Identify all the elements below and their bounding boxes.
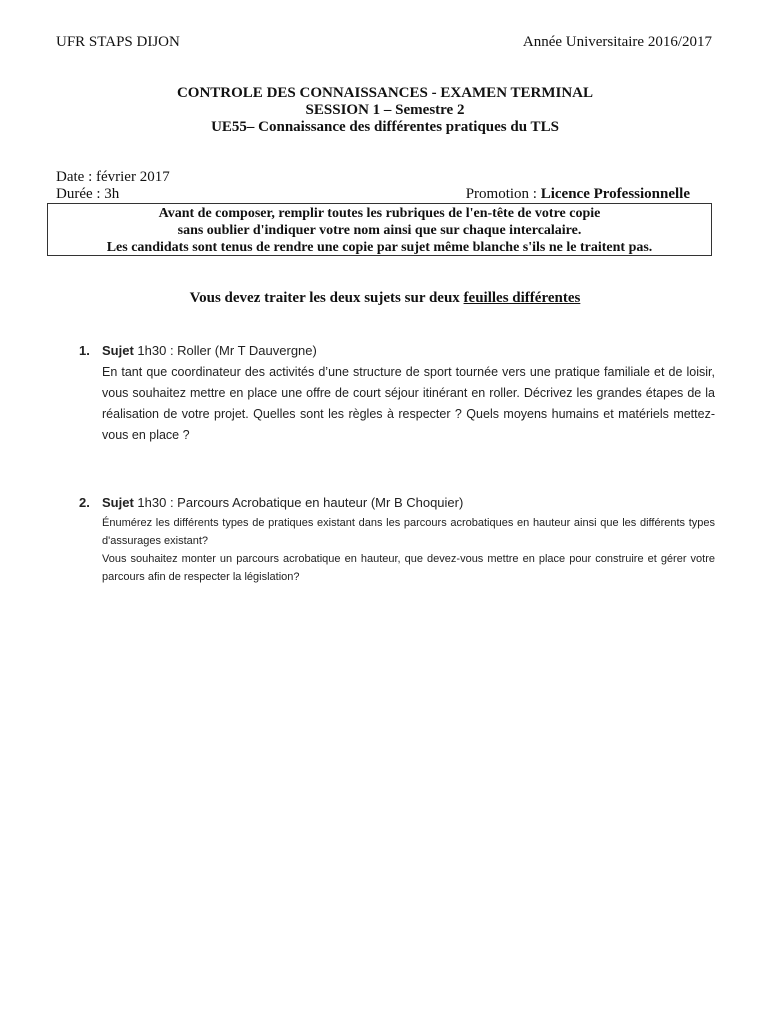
- sujet-heading: [102, 495, 463, 510]
- sujet-body: [102, 514, 715, 586]
- sujet-number: 1.: [79, 343, 90, 358]
- exam-promotion: [466, 186, 690, 203]
- exam-title: CONTROLE DES CONNAISSANCES - EXAMEN TERMINAL: [176, 85, 594, 101]
- header-institution: UFR STAPS DIJON: [56, 34, 180, 50]
- sujet-title: 1h30 : Roller (Mr T Dauvergne): [133, 343, 317, 358]
- sujet-number: 2.: [79, 495, 90, 510]
- sujet-paragraph: Énumérez les différents types de pratiques existant dans les parcours acrobatiques en hauteur ainsi que les différents types d'assurages existant?: [102, 517, 715, 547]
- exam-session: SESSION 1 – Semestre 2: [305, 102, 465, 118]
- sujet-label: Sujet: [102, 495, 134, 510]
- promotion-label: Promotion :: [465, 186, 541, 202]
- notice-box: [47, 203, 712, 256]
- notice-line: Les candidats sont tenus de rendre une copie par sujet même blanche s'ils ne le traitent pas.: [106, 240, 653, 255]
- sujet-paragraph: Vous souhaitez monter un parcours acrobatique en hauteur, que devez-vous mettre en place pour construire et gérer votre parcours afin de respecter la législation?: [102, 553, 715, 583]
- sujet-label: Sujet: [102, 343, 134, 358]
- exam-title-block: [0, 85, 770, 136]
- header-academic-year: Année Universitaire 2016/2017: [522, 34, 712, 50]
- sujet-paragraph: En tant que coordinateur des activités d’une structure de sport tournée vers une pratique familiale et de loisir, vous souhaitez mettre en place une offre de court séjour itinérant en roller. Décrivez les grandes étapes de la réalisation de votre projet. Quelles sont les règles à respecter ? Quels moyens humains et matériels mettez-vous en place ?: [102, 365, 715, 442]
- exam-duration: Durée : 3h: [56, 186, 120, 202]
- exam-date: Date : février 2017: [56, 169, 170, 185]
- exam-course-unit: UE55– Connaissance des différentes pratiques du TLS: [211, 119, 559, 135]
- instruction-underlined: feuilles différentes: [463, 290, 581, 306]
- notice-line: Avant de composer, remplir toutes les rubriques de l'en-tête de votre copie: [158, 206, 601, 221]
- promotion-value: Licence Professionnelle: [540, 186, 690, 202]
- sujet-heading: [102, 343, 317, 358]
- sujet-body: [102, 362, 715, 446]
- sujet-title: 1h30 : Parcours Acrobatique en hauteur (Mr B Choquier): [133, 495, 464, 510]
- notice-line: sans oublier d'indiquer votre nom ainsi que sur chaque intercalaire.: [177, 223, 582, 238]
- instruction-prefix: Vous devez traiter les deux sujets sur deux: [189, 290, 464, 306]
- instruction-text: [0, 290, 770, 307]
